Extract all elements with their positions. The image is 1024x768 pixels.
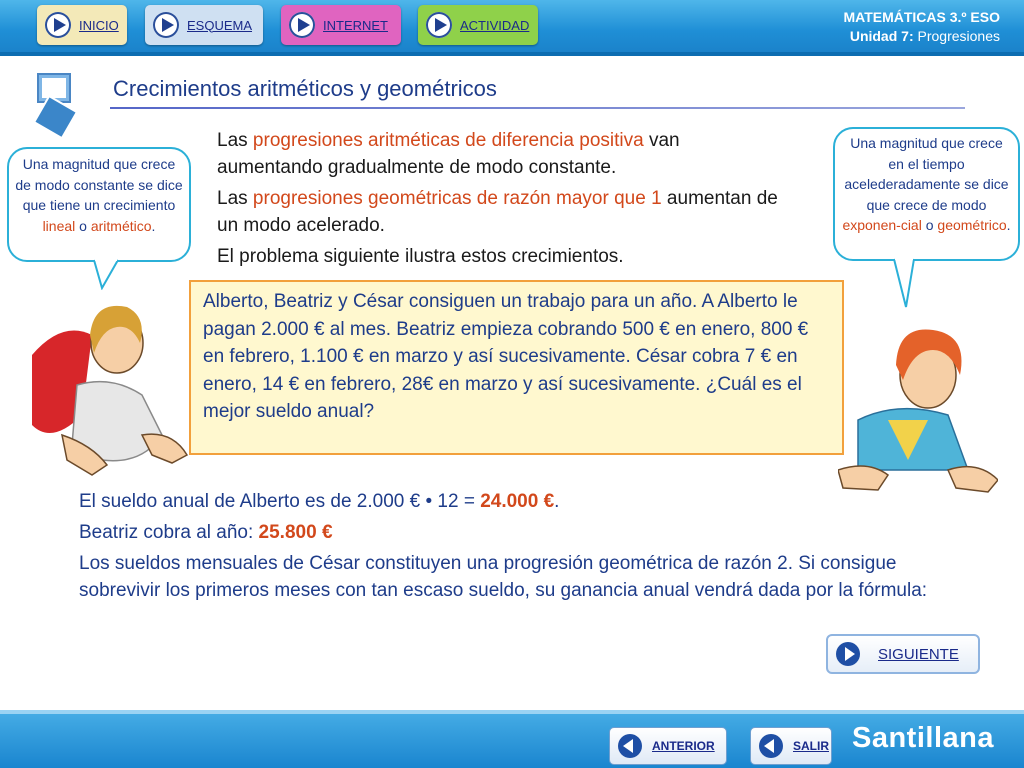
- course-name: MATEMÁTICAS 3.º ESO: [843, 9, 1000, 25]
- internet-button[interactable]: [281, 5, 401, 45]
- unit-label: Unidad 7:: [849, 28, 914, 44]
- inicio-button[interactable]: [37, 5, 127, 45]
- play-icon: [153, 12, 179, 38]
- course-title: [843, 8, 1000, 46]
- unit-title: [843, 27, 1000, 46]
- play-icon: [289, 12, 315, 38]
- actividad-label: ACTIVIDAD: [460, 17, 530, 33]
- solution-text: El sueldo anual de Alberto es de 2.000 € • 12 =: [79, 491, 481, 512]
- problem-statement-box: Alberto, Beatriz y César consiguen un trabajo para un año. A Alberto le pagan 2.000 € al mes. Beatriz empieza cobrando 500 € en enero, 800 € en febrero, 1.100 € en marzo y así sucesivamente. César cobra 7 € en enero, 14 € en febrero, 28€ en marzo y así sucesivamente. ¿Cuál es el mejor sueldo anual?: [189, 280, 844, 455]
- intro-text-part: Las: [217, 130, 253, 151]
- esquema-button[interactable]: [145, 5, 263, 45]
- bubble-highlight: aritmético: [90, 217, 152, 234]
- bubble-text: .: [1006, 217, 1011, 233]
- page-title: Crecimientos aritméticos y geométricos: [113, 76, 497, 101]
- siguiente-button[interactable]: [826, 634, 980, 674]
- solution-text: .: [554, 491, 560, 512]
- intro-paragraph: [217, 185, 787, 239]
- intro-paragraph: [217, 127, 787, 181]
- arithmetic-highlight: progresiones aritméticas de diferencia positiva: [252, 130, 644, 151]
- bubble-highlight: geométrico: [937, 217, 1007, 233]
- back-icon: [759, 734, 783, 758]
- siguiente-label: SIGUIENTE: [878, 645, 959, 663]
- alberto-solution: [79, 488, 559, 515]
- bubble-text: Una magnitud que crece en el tiempo acelederadamente se dice que crece de modo: [844, 135, 1009, 213]
- left-speech-bubble: [7, 147, 191, 262]
- bubble-text: Una magnitud que crece de modo constante se dice que tiene un crecimiento: [15, 156, 183, 213]
- solution-text: Beatriz cobra al año:: [79, 522, 259, 543]
- bubble-highlight: lineal: [42, 217, 76, 234]
- play-icon: [45, 12, 71, 38]
- cesar-solution: Los sueldos mensuales de César constituyen una progresión geométrica de razón 2. Si consigue sobrevivir los primeros meses con tan escaso sueldo, su ganancia anual vendrá dada por la fórmula:: [79, 553, 928, 601]
- back-icon: [618, 734, 642, 758]
- internet-label: INTERNET: [323, 17, 388, 33]
- bubble-text: o: [75, 217, 91, 234]
- unit-name: Progresiones: [917, 28, 1000, 44]
- anterior-label: ANTERIOR: [652, 739, 715, 753]
- top-navigation-bar: [0, 0, 1024, 56]
- alberto-result: 24.000 €: [480, 491, 555, 512]
- title-divider: [110, 107, 965, 109]
- actividad-button[interactable]: [418, 5, 538, 45]
- intro-text-part: van aumentando gradualmente de modo constante.: [217, 130, 680, 178]
- beatriz-result: 25.800 €: [258, 522, 333, 543]
- bubble-text: o: [921, 217, 938, 233]
- salir-button[interactable]: [750, 727, 832, 765]
- intro-text-part: Las: [217, 188, 253, 209]
- bubble-tail: [890, 257, 920, 309]
- intro-paragraph: El problema siguiente ilustra estos crecimientos.: [217, 246, 624, 267]
- santillana-logo: Santillana: [852, 722, 994, 754]
- intro-text-part: aumentan de un modo acelerado.: [217, 188, 778, 236]
- anterior-button[interactable]: [609, 727, 727, 765]
- stacked-squares-icon: [30, 70, 80, 140]
- right-speech-bubble: [833, 127, 1020, 261]
- bubble-text: .: [151, 217, 156, 234]
- boy-character-illustration: [838, 320, 998, 495]
- play-icon: [836, 642, 860, 666]
- geometric-highlight: progresiones geométricas de razón mayor que 1: [252, 188, 662, 209]
- bubble-tail: [92, 258, 122, 290]
- play-icon: [426, 12, 452, 38]
- inicio-label: INICIO: [79, 17, 119, 33]
- bubble-highlight: exponen-cial: [842, 217, 922, 233]
- beatriz-solution: [79, 519, 333, 546]
- salir-label: SALIR: [793, 739, 829, 753]
- esquema-label: ESQUEMA: [187, 17, 253, 33]
- girl-character-illustration: [22, 295, 192, 485]
- intro-text: [217, 127, 787, 274]
